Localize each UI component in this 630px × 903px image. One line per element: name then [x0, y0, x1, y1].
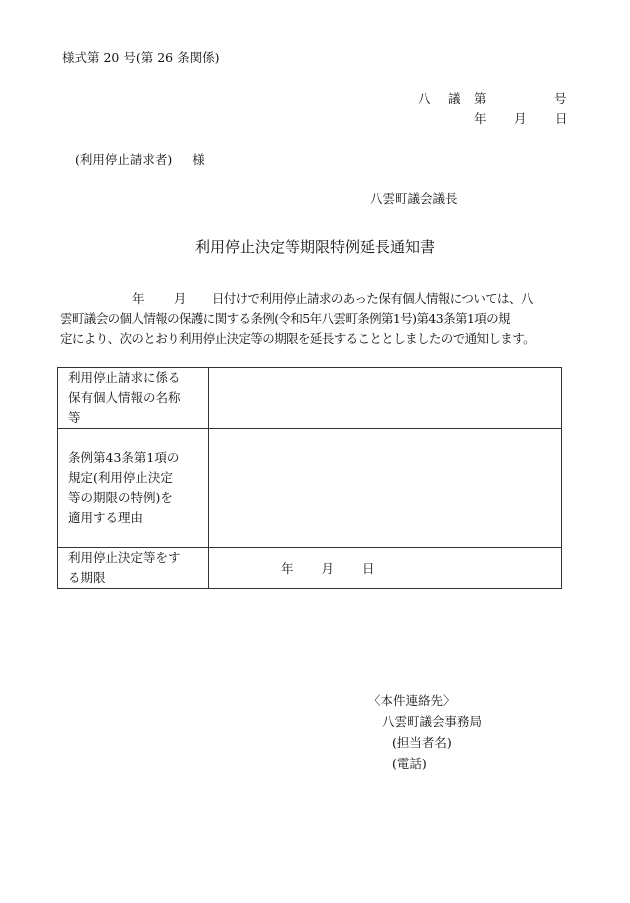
table-row [58, 548, 562, 589]
row-value-reason[interactable] [209, 429, 562, 548]
row-value-deadline[interactable] [209, 548, 562, 589]
contact-office: 八雲町議会事務局 [382, 714, 483, 729]
deadline-date [281, 559, 375, 577]
addressee-label: (利用停止請求者) [75, 152, 173, 167]
document-number [418, 89, 568, 105]
doc-number-suffix: 号 [554, 91, 567, 106]
issue-date-month: 月 [514, 111, 527, 126]
contact-phone: (電話) [392, 756, 427, 771]
label-line: 利用停止請求に係る [68, 370, 181, 385]
row-label-reason [58, 429, 209, 548]
body-line [60, 289, 572, 309]
addressee [75, 150, 205, 168]
doc-number-part: 議 [448, 91, 461, 106]
deadline-month: 月 [321, 561, 335, 576]
label-line: る期限 [68, 570, 106, 585]
doc-number-part: 八 [418, 91, 431, 106]
document-title: 利用停止決定等期限特例延長通知書 [194, 238, 435, 256]
contact-heading: 〈本件連絡先〉 [368, 693, 456, 708]
label-line: 条例第43条第1項の [68, 450, 180, 465]
form-number: 様式第 20 号(第 26 条関係) [62, 50, 220, 65]
addressee-honorific: 様 [192, 152, 205, 167]
table-row [58, 368, 562, 429]
deadline-year: 年 [281, 561, 294, 576]
info-table [57, 367, 562, 589]
label-line: 保有個人情報の名称 [68, 390, 181, 405]
row-label-personal-info-name [58, 368, 209, 429]
deadline-day: 日 [362, 561, 375, 576]
table-row [58, 429, 562, 548]
body-line1-text: 日付けで利用停止請求のあった保有個人情報については、八 [211, 291, 533, 306]
body-date-year: 年 [132, 291, 144, 306]
contact-person: (担当者名) [392, 735, 452, 750]
issue-date-year: 年 [474, 111, 487, 126]
label-line: 等の期限の特例)を [68, 490, 173, 505]
label-line: 適用する理由 [68, 510, 144, 525]
body-line: 定により、次のとおり利用停止決定等の期限を延長することとしましたので通知します。 [60, 331, 536, 346]
body-line: 雲町議会の個人情報の保護に関する条例(令和5年八雲町条例第1号)第43条第1項の規 [60, 311, 510, 326]
contact-block [368, 690, 482, 774]
row-value-personal-info-name[interactable] [209, 368, 562, 429]
sender: 八雲町議会議長 [370, 191, 458, 206]
doc-number-part: 第 [474, 91, 487, 106]
label-line: 規定(利用停止決定 [68, 470, 173, 485]
issue-date [470, 109, 570, 125]
label-line: 等 [68, 410, 81, 425]
issue-date-day: 日 [555, 111, 568, 126]
label-line: 利用停止決定等をす [68, 550, 181, 565]
body-date-month: 月 [173, 291, 186, 306]
row-label-deadline [58, 548, 209, 589]
body-text [60, 289, 572, 349]
